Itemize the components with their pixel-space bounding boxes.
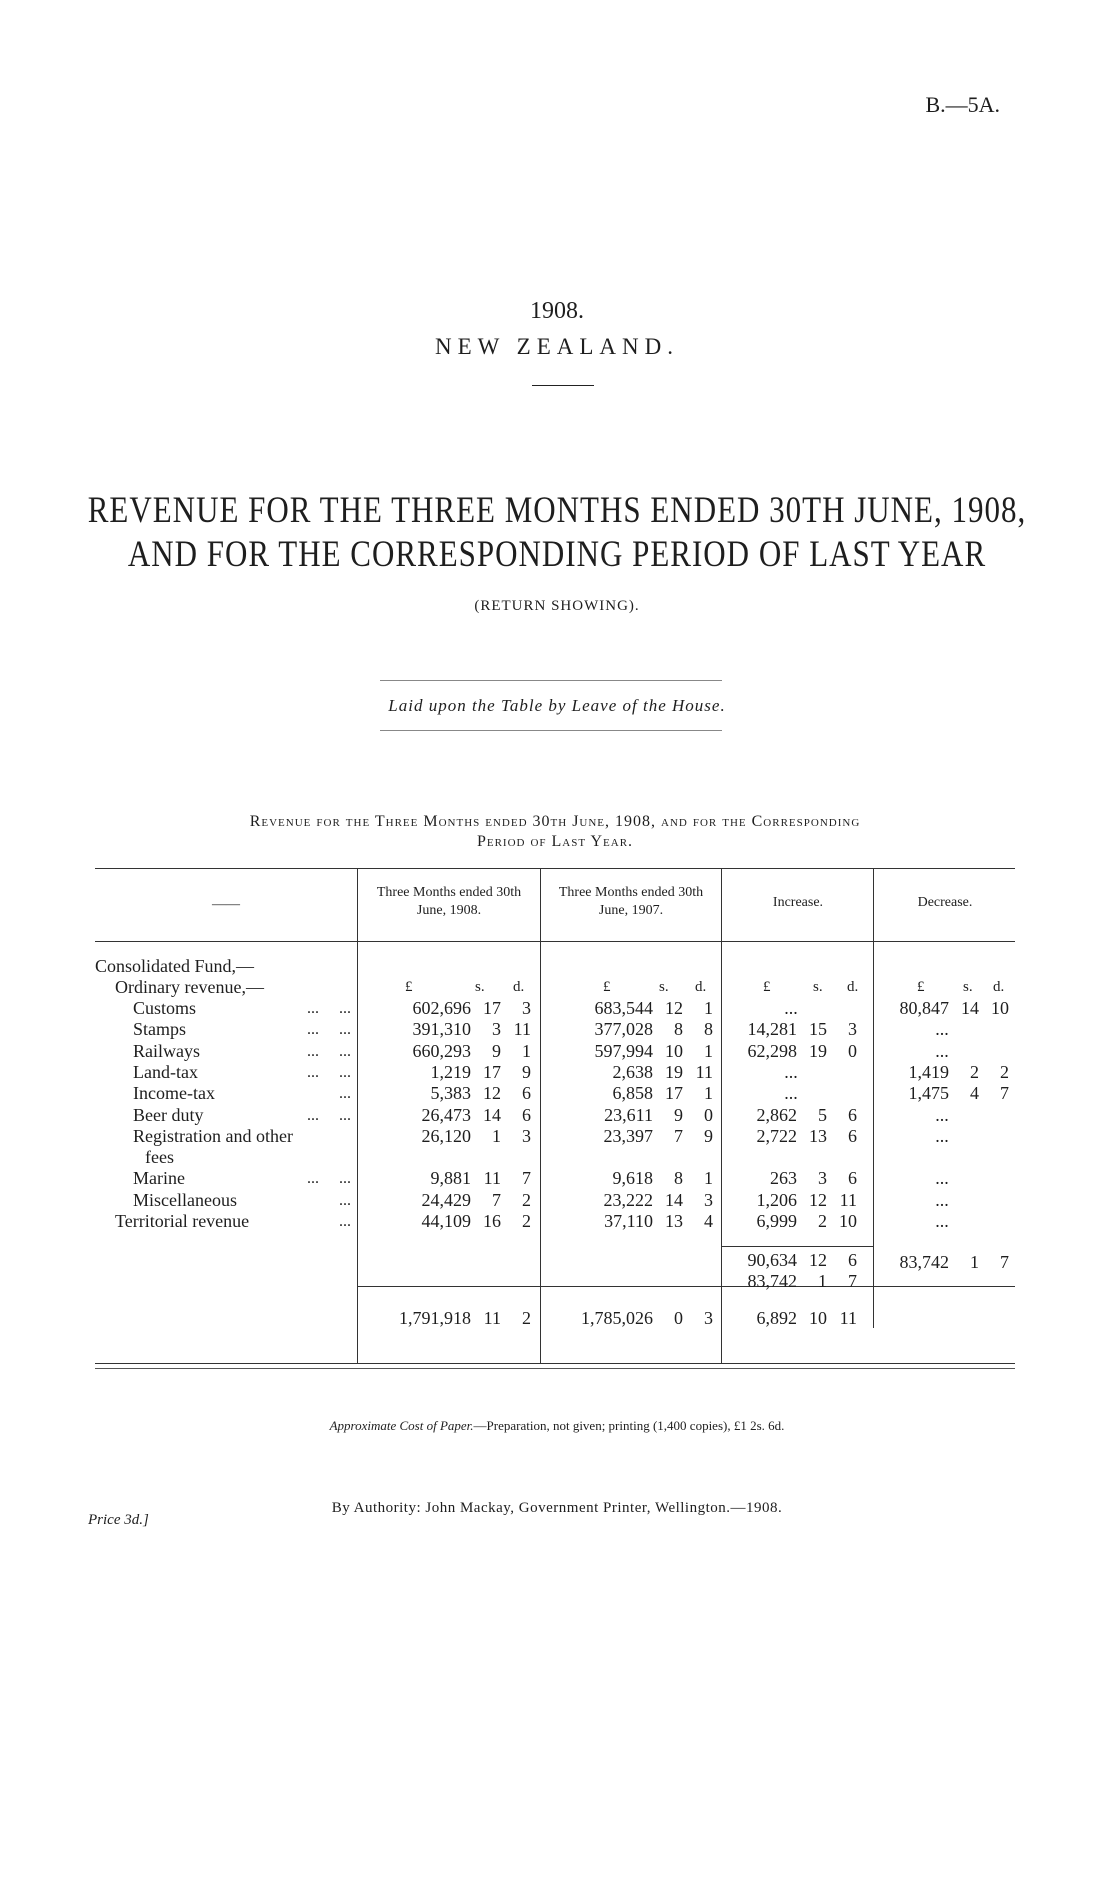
leader-dots: ... ... [307, 1000, 351, 1017]
dec-pounds: 1,419 [908, 1061, 949, 1082]
y1907-pounds: 377,028 [594, 1019, 653, 1040]
y1908-pounds: 660,293 [412, 1040, 471, 1061]
dec-pounds: ... [935, 1104, 949, 1125]
leader-dots: ... [339, 1191, 351, 1209]
header-decrease: Decrease. [917, 895, 973, 910]
y1907-pounds: 23,397 [603, 1125, 653, 1146]
y1908-shillings: 3 [492, 1019, 501, 1040]
row-label: Miscellaneous [133, 1189, 237, 1210]
y1907-pounds: 2,638 [612, 1061, 653, 1082]
y1908-pence: 3 [522, 1125, 531, 1146]
y1907-shillings: 8 [674, 1168, 683, 1189]
heading-rule [532, 385, 594, 386]
divider-bottom [380, 730, 722, 731]
report-subtitle: (RETURN SHOWING). [474, 598, 640, 614]
less-decrease-shillings: 1 [818, 1271, 827, 1291]
y1908-pounds: 5,383 [430, 1083, 471, 1104]
table-bottom-rule [95, 1368, 1015, 1369]
row-label: Stamps [133, 1019, 187, 1040]
dec-pounds: ... [935, 1019, 949, 1040]
y1907-pounds: 23,611 [604, 1104, 653, 1125]
y1908-pounds: 391,310 [412, 1019, 471, 1040]
y1908-pence: 3 [522, 998, 531, 1018]
y1907-shillings: 8 [674, 1019, 683, 1040]
dec-pounds: ... [935, 1189, 949, 1210]
y1908-pounds: 26,473 [421, 1104, 471, 1125]
y1908-pence: 1 [522, 1040, 531, 1061]
group-consolidated-fund: Consolidated Fund,— [95, 956, 255, 976]
y1907-shillings: 13 [665, 1211, 683, 1231]
row-label: Beer duty [133, 1104, 204, 1125]
inc-pounds: ... [784, 1083, 798, 1104]
y1908-shillings: 16 [483, 1211, 501, 1231]
inc-pounds: 62,298 [747, 1040, 797, 1061]
y1908-pence: 7 [522, 1168, 531, 1189]
inc-shillings: 3 [818, 1168, 827, 1189]
unit-shilling: s. [813, 979, 823, 995]
inc-shillings: 13 [809, 1125, 827, 1146]
y1908-pounds: 44,109 [421, 1211, 471, 1231]
y1907-shillings: 12 [665, 998, 683, 1018]
leader-dots: ... ... [307, 1106, 351, 1124]
cost-text: —Preparation, not given; printing (1,400 copies), £1 2s. 6d. [473, 1418, 785, 1433]
report-title-line2: AND FOR THE CORRESPONDING PERIOD OF LAST YEAR [127, 532, 987, 575]
less-decrease-pence: 7 [848, 1271, 857, 1291]
row-label: Railways [133, 1040, 200, 1061]
divider-top [380, 680, 722, 681]
y1908-shillings: 12 [483, 1083, 501, 1104]
subtotal-increase-pounds: 90,634 [747, 1250, 797, 1270]
total-1908-pounds: 1,791,918 [399, 1308, 471, 1328]
y1907-shillings: 19 [665, 1061, 683, 1082]
group-ordinary-revenue: Ordinary revenue,— [115, 977, 264, 997]
y1908-shillings: 17 [483, 998, 501, 1018]
inc-pence: 10 [839, 1211, 857, 1231]
y1907-pence: 9 [704, 1125, 713, 1146]
header-1908: Three Months ended 30th June, 1908. [376, 885, 522, 918]
total-1907-pounds: 1,785,026 [581, 1308, 653, 1328]
row-label: Income-tax [133, 1083, 215, 1104]
document-reference: B.—5A. [925, 92, 1000, 117]
y1907-pence: 3 [704, 1189, 713, 1210]
y1908-pence: 2 [522, 1211, 531, 1231]
y1907-pounds: 23,222 [603, 1189, 653, 1210]
dec-pounds: ... [935, 1125, 949, 1146]
net-increase-pounds: 6,892 [756, 1308, 797, 1328]
y1907-pence: 1 [704, 1168, 713, 1189]
y1907-pounds: 597,994 [594, 1040, 653, 1061]
y1908-pence: 2 [522, 1189, 531, 1210]
y1908-pounds: 9,881 [430, 1168, 471, 1189]
inc-pence: 6 [848, 1125, 857, 1146]
row-label: Marine [133, 1168, 185, 1189]
revenue-table [95, 868, 1015, 1364]
y1908-pence: 6 [522, 1083, 531, 1104]
inc-shillings: 5 [818, 1104, 827, 1125]
dec-pence: 7 [1000, 1083, 1009, 1104]
unit-pound: £ [917, 979, 925, 995]
y1908-pounds: 1,219 [430, 1061, 471, 1082]
y1908-pence: 11 [513, 1019, 531, 1040]
y1907-pence: 8 [704, 1019, 713, 1040]
inc-pounds: 1,206 [756, 1189, 797, 1210]
leader-dots: ... [339, 1085, 351, 1103]
unit-shilling: s. [963, 979, 973, 995]
net-increase-pence: 11 [839, 1308, 857, 1328]
authority-line: By Authority: John Mackay, Government Printer, Wellington.—1908. [331, 1500, 783, 1516]
leader-dots: ... ... [307, 1021, 351, 1039]
row-label: Territorial revenue [115, 1211, 250, 1231]
y1908-shillings: 9 [492, 1040, 501, 1061]
y1907-pounds: 9,618 [612, 1168, 653, 1189]
row-label: Land-tax [133, 1061, 198, 1082]
inc-shillings: 12 [809, 1189, 827, 1210]
row-label: Registration and other [133, 1125, 293, 1146]
dec-pounds: ... [935, 1040, 949, 1061]
inc-pence: 3 [848, 1019, 857, 1040]
unit-pound: £ [405, 979, 413, 995]
subtotal-increase-pence: 6 [848, 1250, 857, 1270]
leader-dots: ... ... [307, 1063, 351, 1081]
header-1907: Three Months ended 30th June, 1907. [558, 885, 704, 918]
inc-pounds: ... [784, 998, 798, 1018]
header-blank: —— [212, 897, 240, 912]
cost-label: Approximate Cost of Paper. [329, 1418, 474, 1433]
unit-pound: £ [763, 979, 771, 995]
y1908-shillings: 1 [492, 1125, 501, 1146]
report-title-line1: REVENUE FOR THE THREE MONTHS ENDED 30TH JUNE, 1908, [87, 488, 1027, 531]
less-decrease-pounds: 83,742 [747, 1271, 797, 1291]
y1908-shillings: 11 [483, 1168, 501, 1189]
y1907-shillings: 17 [665, 1083, 683, 1104]
dec-pounds: ... [935, 1168, 949, 1189]
y1907-shillings: 14 [665, 1189, 683, 1210]
y1908-pounds: 26,120 [421, 1125, 471, 1146]
unit-pence: d. [993, 979, 1005, 995]
row-label-continued: fees [145, 1147, 174, 1168]
laid-notice: Laid upon the Table by Leave of the House. [388, 696, 726, 715]
unit-shilling: s. [659, 979, 669, 995]
dec-shillings: 14 [961, 998, 979, 1018]
y1908-pounds: 24,429 [421, 1189, 471, 1210]
y1907-pounds: 37,110 [604, 1211, 653, 1231]
inc-shillings: 19 [809, 1040, 827, 1061]
unit-shilling: s. [475, 979, 485, 995]
table-title-line1: Revenue for the Three Months ended 30th June, 1908, and for the Corresponding [249, 813, 861, 830]
y1907-pence: 1 [704, 1040, 713, 1061]
year-heading: 1908. [530, 298, 584, 324]
table-title-line2: Period of Last Year. [476, 833, 634, 850]
dec-pence: 2 [1000, 1061, 1009, 1082]
y1907-pence: 1 [704, 1083, 713, 1104]
dec-pounds: ... [935, 1211, 949, 1231]
y1908-pence: 6 [522, 1104, 531, 1125]
price-note: Price 3d.] [88, 1512, 149, 1528]
inc-shillings: 2 [818, 1211, 827, 1231]
y1907-pence: 4 [704, 1211, 713, 1231]
y1907-pounds: 683,544 [594, 998, 653, 1018]
cost-note [0, 1418, 1114, 1434]
total-1908-shillings: 11 [483, 1308, 501, 1328]
dec-pounds: 80,847 [899, 998, 949, 1018]
inc-shillings: 15 [809, 1019, 827, 1040]
inc-pence: 11 [839, 1189, 857, 1210]
leader-dots: ... ... [307, 1170, 351, 1188]
inc-pence: 6 [848, 1104, 857, 1125]
leader-dots: ... [339, 1213, 351, 1230]
inc-pounds: 263 [770, 1168, 797, 1189]
total-1907-pence: 3 [704, 1308, 713, 1328]
subtotal-decrease-pence: 7 [1000, 1252, 1009, 1272]
subtotal-decrease-shillings: 1 [970, 1252, 979, 1272]
subtotal-increase-shillings: 12 [809, 1250, 827, 1270]
y1908-shillings: 7 [492, 1189, 501, 1210]
unit-pence: d. [695, 979, 707, 995]
dec-pence: 10 [991, 998, 1009, 1018]
unit-pence: d. [847, 979, 859, 995]
row-label: Customs [133, 998, 197, 1018]
leader-dots: ... ... [307, 1042, 351, 1060]
dec-pounds: 1,475 [908, 1083, 949, 1104]
y1908-pence: 9 [522, 1061, 531, 1082]
total-1908-pence: 2 [522, 1308, 531, 1328]
y1907-shillings: 10 [665, 1040, 683, 1061]
y1908-shillings: 17 [483, 1061, 501, 1082]
dec-shillings: 2 [970, 1061, 979, 1082]
dec-shillings: 4 [970, 1083, 979, 1104]
inc-pounds: ... [784, 1061, 798, 1082]
inc-pence: 6 [848, 1168, 857, 1189]
inc-pence: 0 [848, 1040, 857, 1061]
unit-pound: £ [603, 979, 611, 995]
inc-pounds: 2,862 [756, 1104, 797, 1125]
y1907-shillings: 7 [674, 1125, 683, 1146]
country-heading: NEW ZEALAND. [434, 334, 680, 359]
inc-pounds: 6,999 [756, 1211, 797, 1231]
header-increase: Increase. [772, 895, 824, 910]
net-increase-shillings: 10 [809, 1308, 827, 1328]
y1907-pence: 11 [695, 1061, 713, 1082]
y1908-shillings: 14 [483, 1104, 501, 1125]
y1907-pounds: 6,858 [612, 1083, 653, 1104]
y1907-pence: 1 [704, 998, 713, 1018]
y1908-pounds: 602,696 [412, 998, 471, 1018]
y1907-shillings: 9 [674, 1104, 683, 1125]
inc-pounds: 2,722 [756, 1125, 797, 1146]
y1907-pence: 0 [704, 1104, 713, 1125]
total-1907-shillings: 0 [674, 1308, 683, 1328]
subtotal-decrease-pounds: 83,742 [899, 1252, 949, 1272]
unit-pence: d. [513, 979, 525, 995]
inc-pounds: 14,281 [747, 1019, 797, 1040]
